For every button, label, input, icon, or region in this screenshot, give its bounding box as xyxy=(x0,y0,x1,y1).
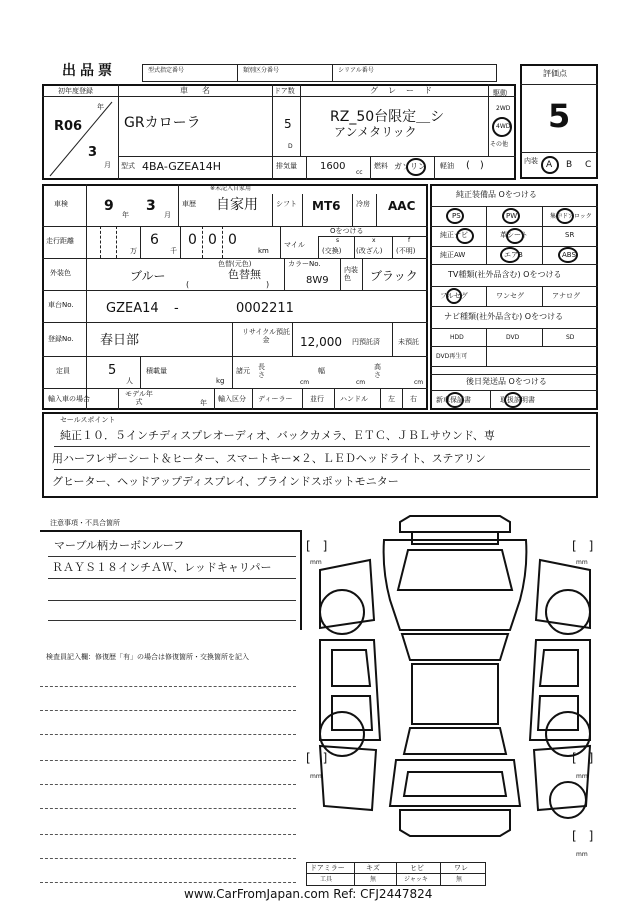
swap-paren: s xyxy=(336,237,340,244)
exterior-color-label: 外装色 xyxy=(50,269,71,277)
legend-h1: ドアミラー xyxy=(310,864,345,872)
dim-label: 諸元 xyxy=(236,367,250,375)
handle-label: ハンドル xyxy=(340,395,368,403)
import-label: 輸入車の場合 xyxy=(48,395,90,403)
navi-title: ナビ種類(社外品含む) Oをつける xyxy=(444,312,564,321)
mileage-digit-man: 6 xyxy=(150,232,159,248)
bracket-1: [ ] xyxy=(306,539,328,553)
mile-label: マイル xyxy=(284,241,305,249)
equip-airbag: エアB xyxy=(504,251,523,259)
unknown-paren: f xyxy=(408,237,411,244)
sales-line-1: 純正１０．５インチディスプレオーディオ、バックカメラ、ＥＴＣ、ＪＢＬサウンド、専 xyxy=(60,429,495,442)
ac-label: 冷房 xyxy=(356,200,370,208)
parallel-label: 並行 xyxy=(310,395,324,403)
equip-ps: PS xyxy=(452,212,461,220)
light-oil-label: 軽油 xyxy=(440,162,454,170)
chassis-label: 車台No. xyxy=(48,301,74,309)
score-value: 5 xyxy=(548,97,571,135)
equip-central-lock: 集中ドアロック xyxy=(550,213,592,220)
bracket-3: [ ] xyxy=(306,751,328,765)
page-title: 出品票 xyxy=(62,63,116,79)
legend-r2: 無 xyxy=(370,876,377,883)
legend-r4: 無 xyxy=(456,876,463,883)
later-manual: 取扱説明書 xyxy=(500,396,535,404)
history-label: 車歴 xyxy=(182,200,196,208)
model-cert-label: 型式指定番号 xyxy=(148,67,185,74)
mileage-circle-note: Oをつける xyxy=(330,227,364,235)
displacement-label: 排気量 xyxy=(276,162,297,170)
load-label: 積載量 xyxy=(146,367,167,375)
sales-line-3: グヒーター、ヘッドアップディスプレイ、ブラインドスポットモニター xyxy=(52,475,399,488)
equip-abs: ABS xyxy=(562,251,576,259)
first-reg-year: R06 xyxy=(54,119,83,134)
exterior-color-value: ブルー xyxy=(130,269,166,283)
legend-h3: ヒビ xyxy=(410,864,424,872)
swap-label: (交換) xyxy=(322,247,342,255)
unreg-note: ※未記入自家用 xyxy=(210,185,252,192)
mileage-unit-man: 万 xyxy=(130,247,137,255)
model-value: 4BA-GZEA14H xyxy=(142,160,222,173)
bracket-5: [ ] xyxy=(572,829,594,843)
fuel-paren: ( ) xyxy=(466,160,484,171)
score-label: 評価点 xyxy=(543,69,567,78)
sales-line-2: 用ハーフレザーシート＆ヒーター、スマートキー×２、ＬＥＤヘッドライト、ステアリン xyxy=(52,452,486,465)
color-no-value: 8W9 xyxy=(306,275,329,286)
navi-dvd: DVD xyxy=(506,334,520,341)
reg-value: 春日部 xyxy=(100,333,140,348)
capacity-label: 定員 xyxy=(56,367,70,375)
displacement-unit: cc xyxy=(356,169,363,176)
interior-c: C xyxy=(585,160,592,170)
capacity-unit: 人 xyxy=(126,377,133,385)
first-reg-month: 3 xyxy=(88,145,98,160)
mileage-digit-1: 0 xyxy=(188,232,197,248)
capacity-value: 5 xyxy=(108,363,117,378)
equip-navi: 純正ナビ xyxy=(440,231,468,239)
later-title: 後日発送品 Oをつける xyxy=(466,377,547,386)
header-id-row xyxy=(142,64,497,82)
drive-2wd: 2WD xyxy=(496,105,511,112)
year-unit: 年 xyxy=(97,103,104,111)
length-label: 長さ xyxy=(258,363,265,379)
right-label: 右 xyxy=(410,395,417,403)
color-change-paren-open: ( xyxy=(186,280,190,289)
shift-label: シフト xyxy=(276,200,297,208)
bracket-4: [ ] xyxy=(572,751,594,765)
displacement-value: 1600 xyxy=(320,161,346,172)
fuel-label: 燃料 xyxy=(374,162,388,170)
alter-label: (改ざん) xyxy=(356,247,383,255)
doors-label: ドア数 xyxy=(274,87,295,95)
recycle-paid: 円預託済 xyxy=(352,338,380,346)
first-reg-label: 初年度登録 xyxy=(58,87,93,95)
shaken-label: 車検 xyxy=(54,200,68,208)
shift-value: MT6 xyxy=(312,199,341,213)
chassis-number: 0002211 xyxy=(236,301,294,316)
equip-leather: 革シート xyxy=(500,231,528,239)
mm-label-5: mm xyxy=(576,851,588,858)
notes-label: 注意事項・不具合箇所 xyxy=(50,519,120,527)
legend-h2: キズ xyxy=(366,864,380,872)
legend-h4: ワレ xyxy=(454,864,468,872)
interior-label: 内装 xyxy=(524,157,538,165)
recycle-label: リサイクル預託金 xyxy=(241,328,291,345)
mileage-label: 走行距離 xyxy=(46,237,74,245)
fuel-value: ガソリン xyxy=(394,162,426,171)
tv-oneseg: ワンセグ xyxy=(496,292,524,300)
reg-label: 登録No. xyxy=(48,335,74,343)
color-change-paren-close: ) xyxy=(266,280,270,289)
interior-a: A xyxy=(546,160,553,170)
equipment-title: 純正装備品 Oをつける xyxy=(456,190,537,199)
note-line-2: ＲＡＹＳ１８インチＡＷ、レッドキャリパー xyxy=(52,561,272,574)
height-label: 高さ xyxy=(374,363,381,379)
shaken-month-unit: 月 xyxy=(164,211,171,219)
mileage-digit-2: 0 xyxy=(208,232,217,248)
model-year-unit: 年 xyxy=(200,399,207,407)
dealer-label: ディーラー xyxy=(258,395,293,403)
mm-label-4: mm xyxy=(576,773,588,780)
history-value: 自家用 xyxy=(216,197,258,213)
car-name-label: 車名 xyxy=(180,86,224,95)
car-name-value: GRカローラ xyxy=(124,115,201,131)
navi-hdd: HDD xyxy=(450,334,464,341)
shaken-month: 3 xyxy=(146,198,156,214)
dvd-label: DVD再生可 xyxy=(436,353,468,360)
equip-aw: 純正AW xyxy=(440,251,466,259)
mm-label-1: mm xyxy=(310,559,322,566)
chassis-dash: - xyxy=(174,301,179,316)
inspector-label: 検査員記入欄：修復歴「有」の場合は修復箇所・交換箇所を記入 xyxy=(46,653,249,661)
height-unit: cm xyxy=(414,379,424,386)
serial-label: シリアル番号 xyxy=(338,67,374,74)
inspection-block xyxy=(42,184,428,410)
width-unit: cm xyxy=(356,379,366,386)
import-type-label: 輸入区分 xyxy=(218,395,246,403)
grade-line1: RZ_50台限定＿シ xyxy=(330,109,445,125)
mileage-unit-km: km xyxy=(258,247,269,255)
left-label: 左 xyxy=(388,395,395,403)
load-unit: kg xyxy=(216,377,225,385)
tv-fullseg: フルセグ xyxy=(440,292,468,300)
note-line-1: マーブル柄カーボンルーフ xyxy=(54,539,185,552)
length-unit: cm xyxy=(300,379,310,386)
mm-label-3: mm xyxy=(310,773,322,780)
model-label: 型式 xyxy=(121,162,135,170)
alter-paren: x xyxy=(372,237,376,244)
mileage-unit-sen: 千 xyxy=(170,247,177,255)
interior-color-label: 内装色 xyxy=(344,266,358,283)
drive-other: その他 xyxy=(490,141,509,148)
ac-value: AAC xyxy=(388,199,416,213)
model-year-label: モデル年式 xyxy=(125,390,153,406)
equip-pw: PW xyxy=(506,212,518,220)
drive-4wd: 4WD xyxy=(496,123,511,130)
color-change-label: 色替(元色) xyxy=(218,260,252,268)
color-no-label: カラーNo. xyxy=(288,260,321,268)
grade-label: グレード xyxy=(370,86,442,95)
sales-points-label: セールスポイント xyxy=(60,416,116,424)
recycle-unpaid: 未預託 xyxy=(398,338,419,346)
bracket-2: [ ] xyxy=(572,539,594,553)
unknown-label: (不明) xyxy=(396,247,416,255)
drive-label: 駆動 xyxy=(493,89,507,97)
shaken-year-unit: 年 xyxy=(122,211,129,219)
recycle-value: 12,000 xyxy=(300,335,342,349)
navi-sd: SD xyxy=(566,334,575,341)
mm-label-2: mm xyxy=(576,559,588,566)
color-change-value: 色替無 xyxy=(228,268,261,281)
width-label: 幅 xyxy=(318,367,325,375)
doors-value: 5 xyxy=(284,117,292,131)
car-diagram xyxy=(300,510,610,860)
tv-title: TV種類(社外品含む) Oをつける xyxy=(448,270,562,279)
later-warranty: 新車保証書 xyxy=(436,396,471,404)
chassis-prefix: GZEA14 xyxy=(106,301,159,316)
category-label: 類別区分番号 xyxy=(243,67,280,74)
legend-r1: 工具 xyxy=(320,876,333,883)
interior-b: B xyxy=(566,160,573,170)
tv-analog: アナログ xyxy=(552,292,580,300)
equip-sr: SR xyxy=(565,231,575,239)
doors-suffix: D xyxy=(288,143,293,150)
month-unit: 月 xyxy=(104,161,111,169)
footer-watermark: www.CarFromJapan.com Ref: CFJ2447824 xyxy=(184,887,433,901)
legend-r3: ジャッキ xyxy=(404,876,428,883)
shaken-year: 9 xyxy=(104,198,114,214)
mileage-digit-3: 0 xyxy=(228,232,237,248)
grade-line2: アンメタリック xyxy=(334,125,417,139)
interior-color-value: ブラック xyxy=(370,269,418,283)
